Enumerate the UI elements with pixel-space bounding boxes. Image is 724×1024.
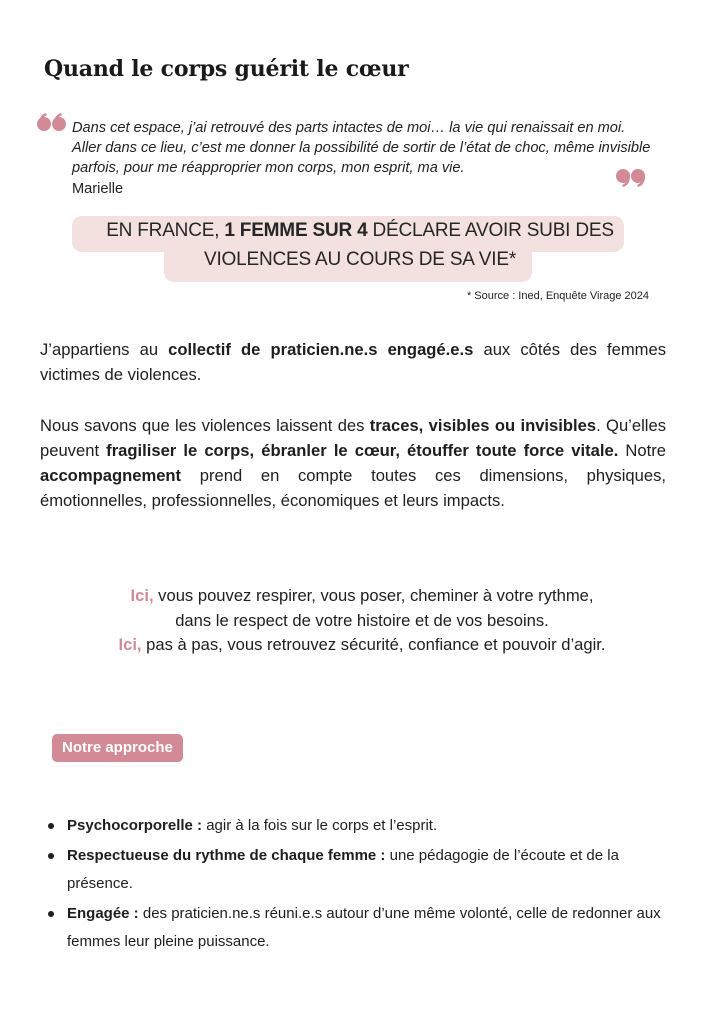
bullet-icon <box>48 853 54 859</box>
statistic-line-2: VIOLENCES AU COURS DE SA VIE* <box>203 249 517 270</box>
list-item: Psychocorporelle : agir à la fois sur le corps et l’esprit. <box>48 812 678 840</box>
ici-line-2: dans le respect de votre histoire et de vos besoins. <box>175 611 549 630</box>
testimonial-author: Marielle <box>72 181 124 197</box>
statistic-source: * Source : Ined, Enquête Virage 2024 <box>466 290 649 302</box>
testimonial-quote: Dans cet espace, j’ai retrouvé des parts intactes de moi… la vie qui renaissait en moi. Aller dans ce lieu, c’est me donner la possibilité de sortir de l’état de choc, même invisible parfois, pour me réapproprier mon corps, mon esprit, ma vie. <box>72 120 651 176</box>
list-item: Respectueuse du rythme de chaque femme : une pédagogie de l’écoute et de la présence. <box>48 842 678 898</box>
list-item: Engagée : des praticien.ne.s réuni.e.s autour d’une même volonté, celle de redonner aux femmes leur pleine puissance. <box>48 900 678 956</box>
page-title: Quand le corps guérit le cœur <box>44 56 409 82</box>
quote-open-icon <box>36 112 68 136</box>
ici-line-3: Ici, pas à pas, vous retrouvez sécurité, confiance et pouvoir d’agir. <box>118 635 606 654</box>
statistic-line-1: EN FRANCE, 1 FEMME SUR 4 DÉCLARE AVOIR SUBI DES <box>106 220 614 241</box>
ici-line-1: Ici, vous pouvez respirer, vous poser, cheminer à votre rythme, <box>130 586 594 605</box>
quote-close-icon <box>614 164 646 188</box>
approach-badge: Notre approche <box>52 734 183 762</box>
intro-paragraph-2: Nous savons que les violences laissent des traces, visibles ou invisibles. Qu’elles peuvent fragiliser le corps, ébranler le cœur, étouffer toute force vitale. Notre accompagnement prend en compte toutes ces dimensions, physiques, émotionnelles, professionnelles, économiques et leurs impacts. <box>40 416 666 510</box>
statistic-highlight: 1 FEMME SUR 4 <box>224 220 368 241</box>
intro-paragraph-1: J’appartiens au collectif de praticien.ne.s engagé.e.s aux côtés des femmes victimes de violences. <box>40 340 666 384</box>
bullet-icon <box>48 823 54 829</box>
bullet-icon <box>48 911 54 917</box>
approach-list <box>48 812 678 958</box>
